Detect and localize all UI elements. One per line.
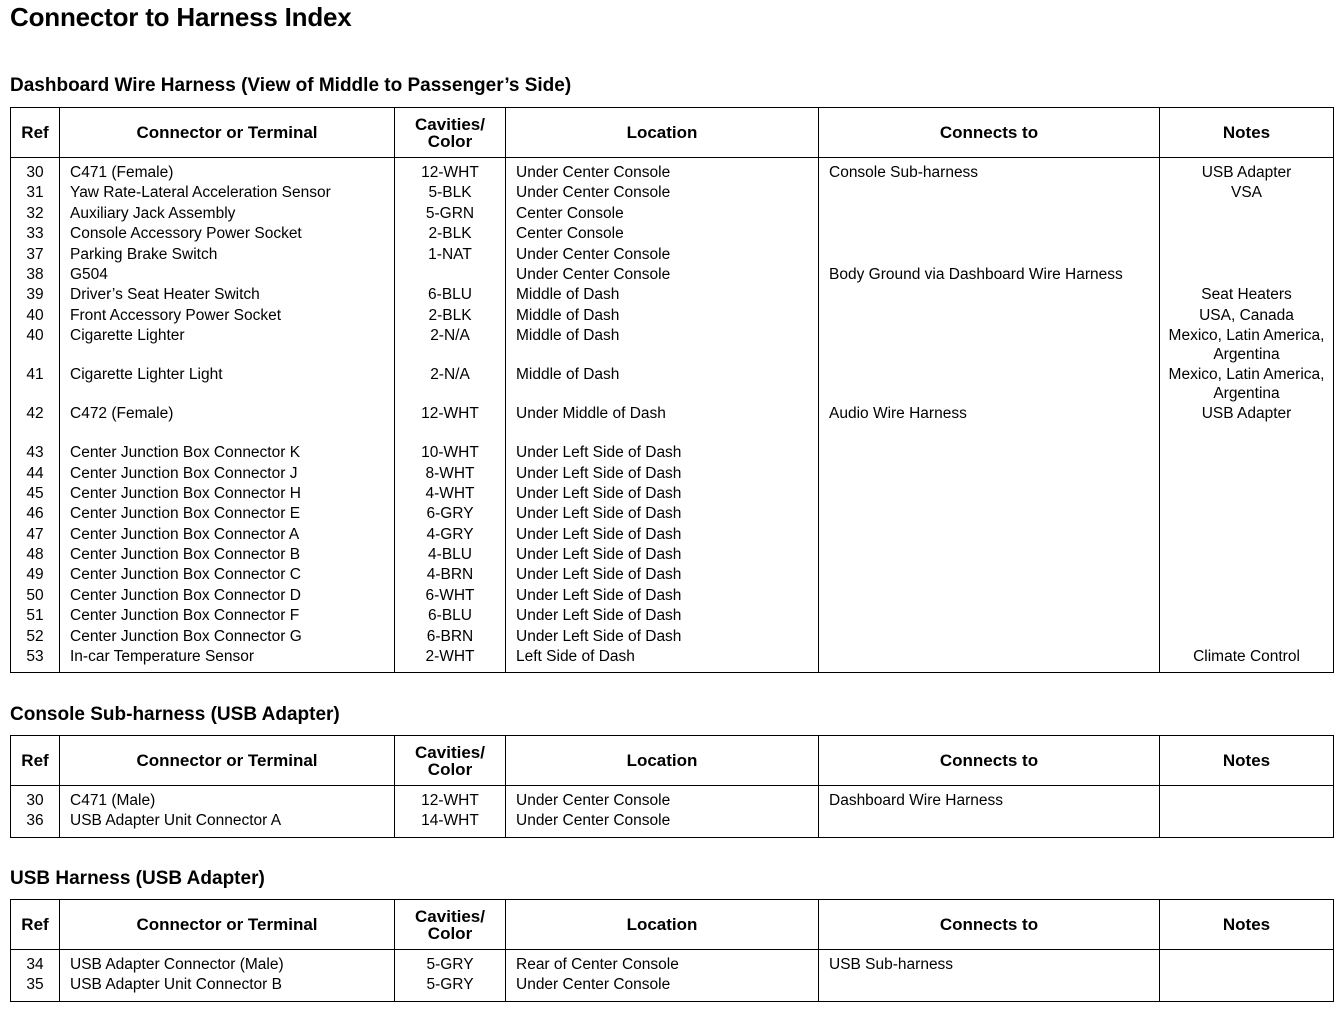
- cell-connects-to: [819, 606, 1160, 626]
- header-notes: Notes: [1160, 736, 1334, 786]
- cell-cavities: 4-BRN: [395, 565, 506, 585]
- cell-notes: Mexico, Latin America, Argentina: [1160, 326, 1334, 365]
- cell-notes: USB Adapter: [1160, 404, 1334, 443]
- cell-connects-to: [819, 627, 1160, 647]
- cell-connector: Center Junction Box Connector B: [60, 545, 395, 565]
- cell-connects-to: USB Sub-harness: [819, 950, 1160, 976]
- cell-notes: [1160, 245, 1334, 265]
- cell-notes: VSA: [1160, 183, 1334, 203]
- table-row: [11, 404, 1334, 443]
- cell-connector: Center Junction Box Connector C: [60, 565, 395, 585]
- cell-connects-to: [819, 365, 1160, 404]
- cell-location: Rear of Center Console: [506, 950, 819, 976]
- cell-notes: USB Adapter: [1160, 158, 1334, 184]
- cell-connects-to: [819, 183, 1160, 203]
- cell-connects-to: [819, 647, 1160, 673]
- header-cavities: [395, 900, 506, 950]
- cell-connector: Console Accessory Power Socket: [60, 224, 395, 244]
- cell-location: Under Left Side of Dash: [506, 484, 819, 504]
- cell-location: Under Center Console: [506, 245, 819, 265]
- cell-connects-to: [819, 464, 1160, 484]
- cell-notes: USA, Canada: [1160, 306, 1334, 326]
- table-row: [11, 464, 1334, 484]
- header-cavities-line1: Cavities/: [415, 114, 485, 134]
- cell-connects-to: [819, 525, 1160, 545]
- cell-cavities: 6-BLU: [395, 606, 506, 626]
- cell-cavities: 12-WHT: [395, 158, 506, 184]
- header-cavities-line2: Color: [427, 131, 473, 151]
- header-connects-to: Connects to: [819, 736, 1160, 786]
- cell-ref: 40: [11, 326, 60, 365]
- cell-location: Center Console: [506, 224, 819, 244]
- cell-location: Under Left Side of Dash: [506, 504, 819, 524]
- header-ref: Ref: [11, 108, 60, 158]
- cell-location: Under Left Side of Dash: [506, 525, 819, 545]
- cell-connector: Cigarette Lighter Light: [60, 365, 395, 404]
- cell-connects-to: [819, 811, 1160, 837]
- cell-cavities: 10-WHT: [395, 443, 506, 463]
- table-row: [11, 365, 1334, 404]
- table-row: [11, 950, 1334, 976]
- cell-connects-to: [819, 204, 1160, 224]
- cell-location: Under Center Console: [506, 975, 819, 1001]
- cell-ref: 37: [11, 245, 60, 265]
- cell-cavities: 2-BLK: [395, 306, 506, 326]
- table-row: [11, 525, 1334, 545]
- table-row: [11, 627, 1334, 647]
- cell-cavities: 2-N/A: [395, 326, 506, 365]
- cell-cavities: 1-NAT: [395, 245, 506, 265]
- header-cavities: [395, 108, 506, 158]
- header-connector: Connector or Terminal: [60, 108, 395, 158]
- table-row: [11, 245, 1334, 265]
- cell-connects-to: [819, 975, 1160, 1001]
- cell-location: Left Side of Dash: [506, 647, 819, 673]
- page-title: Connector to Harness Index: [10, 2, 352, 32]
- cell-connector: Center Junction Box Connector E: [60, 504, 395, 524]
- cell-ref: 45: [11, 484, 60, 504]
- table-row: [11, 183, 1334, 203]
- cell-ref: 51: [11, 606, 60, 626]
- cell-connector: Yaw Rate-Lateral Acceleration Sensor: [60, 183, 395, 203]
- table-row: [11, 306, 1334, 326]
- cell-connects-to: [819, 245, 1160, 265]
- cell-cavities: 14-WHT: [395, 811, 506, 837]
- table-row: [11, 565, 1334, 585]
- cell-cavities: 5-BLK: [395, 183, 506, 203]
- cell-location: Under Left Side of Dash: [506, 545, 819, 565]
- table-row: [11, 786, 1334, 812]
- cell-ref: 53: [11, 647, 60, 673]
- cell-notes: [1160, 975, 1334, 1001]
- header-ref: Ref: [11, 736, 60, 786]
- table-row: [11, 586, 1334, 606]
- cell-connector: Center Junction Box Connector D: [60, 586, 395, 606]
- cell-location: Center Console: [506, 204, 819, 224]
- cell-connects-to: Dashboard Wire Harness: [819, 786, 1160, 812]
- cell-connector: C471 (Female): [60, 158, 395, 184]
- cell-connector: Center Junction Box Connector A: [60, 525, 395, 545]
- cell-ref: 35: [11, 975, 60, 1001]
- section-title-usb-harness: USB Harness (USB Adapter): [10, 868, 265, 889]
- table-row: [11, 224, 1334, 244]
- cell-notes: [1160, 545, 1334, 565]
- cell-ref: 30: [11, 786, 60, 812]
- table-body: [11, 158, 1334, 673]
- cell-connector: C471 (Male): [60, 786, 395, 812]
- cell-cavities: [395, 265, 506, 285]
- cell-notes: [1160, 606, 1334, 626]
- cell-cavities: 4-BLU: [395, 545, 506, 565]
- header-cavities: [395, 736, 506, 786]
- section-title-dashboard: Dashboard Wire Harness (View of Middle to Passenger’s Side): [10, 75, 572, 96]
- cell-notes: [1160, 786, 1334, 812]
- cell-connects-to: [819, 484, 1160, 504]
- cell-connects-to: Body Ground via Dashboard Wire Harness: [819, 265, 1160, 285]
- cell-location: Under Left Side of Dash: [506, 565, 819, 585]
- cell-notes: Seat Heaters: [1160, 285, 1334, 305]
- cell-cavities: 4-GRY: [395, 525, 506, 545]
- cell-connector: Center Junction Box Connector G: [60, 627, 395, 647]
- cell-notes: [1160, 204, 1334, 224]
- cell-ref: 44: [11, 464, 60, 484]
- header-notes: Notes: [1160, 108, 1334, 158]
- cell-location: Under Left Side of Dash: [506, 464, 819, 484]
- cell-connector: USB Adapter Unit Connector A: [60, 811, 395, 837]
- cell-ref: 43: [11, 443, 60, 463]
- table-row: [11, 326, 1334, 365]
- cell-connector: C472 (Female): [60, 404, 395, 443]
- cell-ref: 48: [11, 545, 60, 565]
- cell-location: Under Center Console: [506, 265, 819, 285]
- table-body: [11, 950, 1334, 1002]
- cell-cavities: 2-N/A: [395, 365, 506, 404]
- cell-ref: 38: [11, 265, 60, 285]
- console-sub-harness-table: [10, 735, 1334, 838]
- cell-connector: Center Junction Box Connector K: [60, 443, 395, 463]
- cell-notes: [1160, 627, 1334, 647]
- cell-connects-to: [819, 545, 1160, 565]
- cell-location: Under Center Console: [506, 786, 819, 812]
- cell-notes: [1160, 504, 1334, 524]
- table-row: [11, 606, 1334, 626]
- cell-connector: USB Adapter Connector (Male): [60, 950, 395, 976]
- header-connector: Connector or Terminal: [60, 736, 395, 786]
- cell-connects-to: [819, 224, 1160, 244]
- cell-ref: 49: [11, 565, 60, 585]
- cell-notes: [1160, 811, 1334, 837]
- cell-notes: [1160, 464, 1334, 484]
- cell-cavities: 6-WHT: [395, 586, 506, 606]
- cell-location: Under Middle of Dash: [506, 404, 819, 443]
- cell-connector: Front Accessory Power Socket: [60, 306, 395, 326]
- cell-ref: 39: [11, 285, 60, 305]
- cell-notes: [1160, 224, 1334, 244]
- cell-ref: 47: [11, 525, 60, 545]
- table-row: [11, 158, 1334, 184]
- cell-connects-to: Console Sub-harness: [819, 158, 1160, 184]
- cell-connects-to: [819, 306, 1160, 326]
- cell-cavities: 4-WHT: [395, 484, 506, 504]
- cell-connector: Center Junction Box Connector J: [60, 464, 395, 484]
- cell-notes: [1160, 525, 1334, 545]
- cell-ref: 32: [11, 204, 60, 224]
- table-row: [11, 204, 1334, 224]
- header-location: Location: [506, 900, 819, 950]
- cell-location: Under Center Console: [506, 811, 819, 837]
- cell-ref: 46: [11, 504, 60, 524]
- cell-connects-to: [819, 586, 1160, 606]
- table-row: [11, 504, 1334, 524]
- header-notes: Notes: [1160, 900, 1334, 950]
- table-row: [11, 975, 1334, 1001]
- cell-notes: [1160, 265, 1334, 285]
- cell-connector: Auxiliary Jack Assembly: [60, 204, 395, 224]
- cell-connects-to: [819, 443, 1160, 463]
- cell-connector: Center Junction Box Connector F: [60, 606, 395, 626]
- dashboard-harness-table: [10, 107, 1334, 673]
- cell-cavities: 2-BLK: [395, 224, 506, 244]
- header-cavities-line2: Color: [427, 759, 473, 779]
- header-ref: Ref: [11, 900, 60, 950]
- cell-cavities: 12-WHT: [395, 786, 506, 812]
- cell-ref: 42: [11, 404, 60, 443]
- table-body: [11, 786, 1334, 838]
- cell-ref: 50: [11, 586, 60, 606]
- cell-ref: 34: [11, 950, 60, 976]
- header-connects-to: Connects to: [819, 900, 1160, 950]
- header-connector: Connector or Terminal: [60, 900, 395, 950]
- table-row: [11, 443, 1334, 463]
- cell-cavities: 5-GRY: [395, 950, 506, 976]
- table-row: [11, 811, 1334, 837]
- cell-cavities: 6-BLU: [395, 285, 506, 305]
- cell-location: Under Left Side of Dash: [506, 627, 819, 647]
- cell-location: Under Center Console: [506, 158, 819, 184]
- table-row: [11, 265, 1334, 285]
- cell-notes: [1160, 950, 1334, 976]
- header-cavities-line1: Cavities/: [415, 906, 485, 926]
- cell-connects-to: [819, 326, 1160, 365]
- cell-cavities: 12-WHT: [395, 404, 506, 443]
- cell-ref: 36: [11, 811, 60, 837]
- cell-location: Middle of Dash: [506, 285, 819, 305]
- cell-ref: 31: [11, 183, 60, 203]
- cell-cavities: 5-GRN: [395, 204, 506, 224]
- cell-location: Middle of Dash: [506, 326, 819, 365]
- cell-notes: [1160, 484, 1334, 504]
- table-row: [11, 545, 1334, 565]
- table-row: [11, 285, 1334, 305]
- cell-location: Under Center Console: [506, 183, 819, 203]
- cell-cavities: 2-WHT: [395, 647, 506, 673]
- cell-ref: 52: [11, 627, 60, 647]
- cell-location: Under Left Side of Dash: [506, 606, 819, 626]
- cell-ref: 30: [11, 158, 60, 184]
- cell-notes: [1160, 586, 1334, 606]
- cell-notes: [1160, 565, 1334, 585]
- table-row: [11, 484, 1334, 504]
- cell-location: Under Left Side of Dash: [506, 586, 819, 606]
- cell-connects-to: [819, 565, 1160, 585]
- cell-connector: USB Adapter Unit Connector B: [60, 975, 395, 1001]
- cell-ref: 33: [11, 224, 60, 244]
- cell-connector: In-car Temperature Sensor: [60, 647, 395, 673]
- cell-location: Under Left Side of Dash: [506, 443, 819, 463]
- cell-ref: 40: [11, 306, 60, 326]
- cell-connector: Center Junction Box Connector H: [60, 484, 395, 504]
- cell-connects-to: [819, 285, 1160, 305]
- cell-cavities: 6-BRN: [395, 627, 506, 647]
- usb-harness-table: [10, 899, 1334, 1002]
- cell-connects-to: [819, 504, 1160, 524]
- cell-ref: 41: [11, 365, 60, 404]
- table-header-row: [11, 736, 1334, 786]
- cell-cavities: 5-GRY: [395, 975, 506, 1001]
- table-row: [11, 647, 1334, 673]
- section-title-console-sub-harness: Console Sub-harness (USB Adapter): [10, 704, 340, 725]
- cell-location: Middle of Dash: [506, 306, 819, 326]
- cell-notes: Climate Control: [1160, 647, 1334, 673]
- header-cavities-line1: Cavities/: [415, 742, 485, 762]
- cell-connector: Parking Brake Switch: [60, 245, 395, 265]
- header-cavities-line2: Color: [427, 923, 473, 943]
- cell-connects-to: Audio Wire Harness: [819, 404, 1160, 443]
- header-connects-to: Connects to: [819, 108, 1160, 158]
- cell-notes: [1160, 443, 1334, 463]
- cell-location: Middle of Dash: [506, 365, 819, 404]
- header-location: Location: [506, 108, 819, 158]
- cell-notes: Mexico, Latin America, Argentina: [1160, 365, 1334, 404]
- cell-connector: Driver’s Seat Heater Switch: [60, 285, 395, 305]
- cell-connector: Cigarette Lighter: [60, 326, 395, 365]
- header-location: Location: [506, 736, 819, 786]
- table-header-row: [11, 108, 1334, 158]
- cell-connector: G504: [60, 265, 395, 285]
- cell-cavities: 6-GRY: [395, 504, 506, 524]
- table-header-row: [11, 900, 1334, 950]
- cell-cavities: 8-WHT: [395, 464, 506, 484]
